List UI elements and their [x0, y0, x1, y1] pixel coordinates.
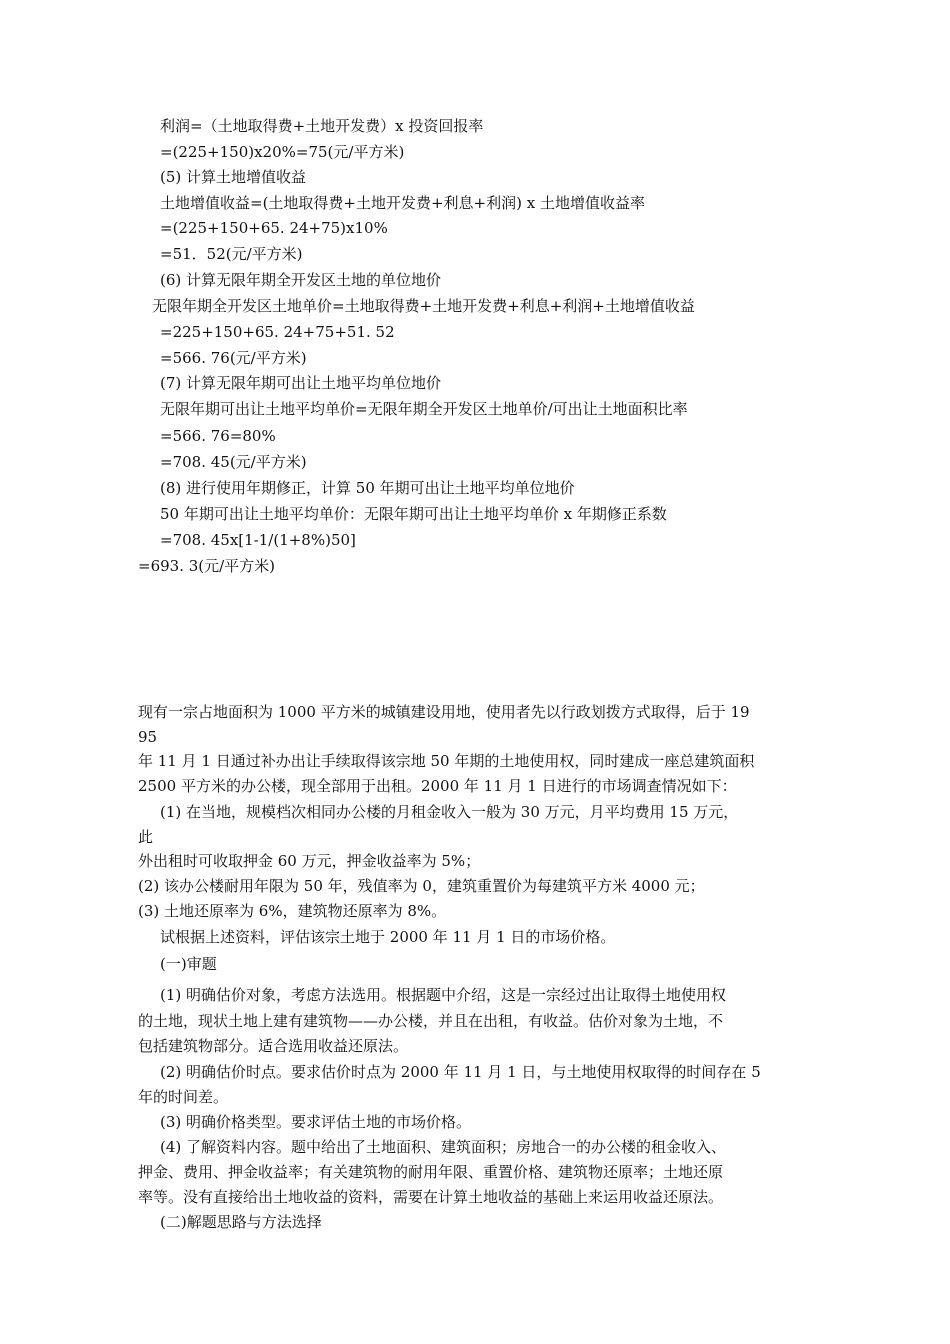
text-line: 利润=（土地取得费+土地开发费）x 投资回报率 [160, 117, 484, 135]
text-line: =51．52(元/平方米) [160, 245, 303, 263]
text-line: =708. 45(元/平方米) [160, 453, 307, 471]
text-line: 试根据上述资料，评估该宗土地于 2000 年 11 月 1 日的市场价格。 [160, 928, 616, 946]
text-line: (5) 计算土地增值收益 [160, 168, 307, 186]
text-line: (1) 明确估价对象，考虑方法选用。根据题中介绍，这是一宗经过出让取得土地使用权 [160, 986, 727, 1004]
text-line: 95 [138, 728, 158, 746]
text-line: =708. 45x[1-1/(1+8%)50] [160, 531, 356, 549]
text-line: (2) 该办公楼耐用年限为 50 年，残值率为 0，建筑重置价为每建筑平方米 4000 元； [138, 877, 705, 895]
text-line: 年的时间差。 [138, 1088, 229, 1106]
text-line: 现有一宗占地面积为 1000 平方米的城镇建设用地，使用者先以行政划拨方式取得，后于 19 [138, 703, 750, 721]
text-line: 包括建筑物部分。适合选用收益还原法。 [138, 1037, 409, 1055]
text-line: (2) 明确估价时点。要求估价时点为 2000 年 11 月 1 日，与土地使用权取得的时间存在 5 [160, 1063, 761, 1081]
text-line: =566. 76=80% [160, 427, 276, 445]
text-line: =(225+150+65. 24+75)x10% [160, 219, 388, 237]
text-line: (1) 在当地，规模档次相同办公楼的月租金收入一般为 30 万元，月平均费用 15 万元， [160, 803, 739, 821]
text-line: (6) 计算无限年期全开发区土地的单位地价 [160, 271, 442, 289]
text-line: =225+150+65. 24+75+51. 52 [160, 323, 395, 341]
text-line: 无限年期全开发区土地单价=土地取得费+土地开发费+利息+利润+土地增值收益 [152, 297, 695, 315]
text-line: 此 [138, 828, 154, 846]
text-line: 50 年期可出让土地平均单价：无限年期可出让土地平均单价 x 年期修正系数 [160, 505, 667, 523]
text-line: (3) 明确价格类型。要求评估土地的市场价格。 [160, 1113, 472, 1131]
text-line: (7) 计算无限年期可出让土地平均单位地价 [160, 374, 442, 392]
text-line: 率等。没有直接给出土地收益的资料，需要在计算土地收益的基础上来运用收益还原法。 [138, 1188, 724, 1206]
text-line: 无限年期可出让土地平均单价=无限年期全开发区土地单价/可出让土地面积比率 [160, 400, 688, 418]
text-line: (4) 了解资料内容。题中给出了土地面积、建筑面积；房地合一的办公楼的租金收入、 [160, 1138, 727, 1156]
text-line: (一)审题 [160, 955, 217, 973]
text-line: (二)解题思路与方法选择 [160, 1213, 322, 1231]
text-line: 外出租时可收取押金 60 万元，押金收益率为 5%； [138, 852, 481, 870]
text-line: 土地增值收益=(土地取得费+土地开发费+利息+利润) x 土地增值收益率 [160, 194, 645, 212]
text-line: =(225+150)x20%=75(元/平方米) [160, 143, 405, 161]
text-line: 2500 平方米的办公楼，现全部用于出租。2000 年 11 月 1 日进行的市场调查情况如下： [138, 777, 737, 795]
text-line: (3) 土地还原率为 6%，建筑物还原率为 8%。 [138, 902, 447, 920]
text-line: =693. 3(元/平方米) [138, 557, 276, 575]
text-line: 押金、费用、押金收益率；有关建筑物的耐用年限、重置价格、建筑物还原率；土地还原 [138, 1163, 724, 1181]
text-line: =566. 76(元/平方米) [160, 349, 307, 367]
text-line: 年 11 月 1 日通过补办出让手续取得该宗地 50 年期的土地使用权，同时建成一座总建筑面积 [138, 752, 755, 770]
text-line: 的土地，现状土地上建有建筑物——办公楼，并且在出租，有收益。估价对象为土地，不 [138, 1012, 724, 1030]
text-line: (8) 进行使用年期修正，计算 50 年期可出让土地平均单位地价 [160, 479, 575, 497]
